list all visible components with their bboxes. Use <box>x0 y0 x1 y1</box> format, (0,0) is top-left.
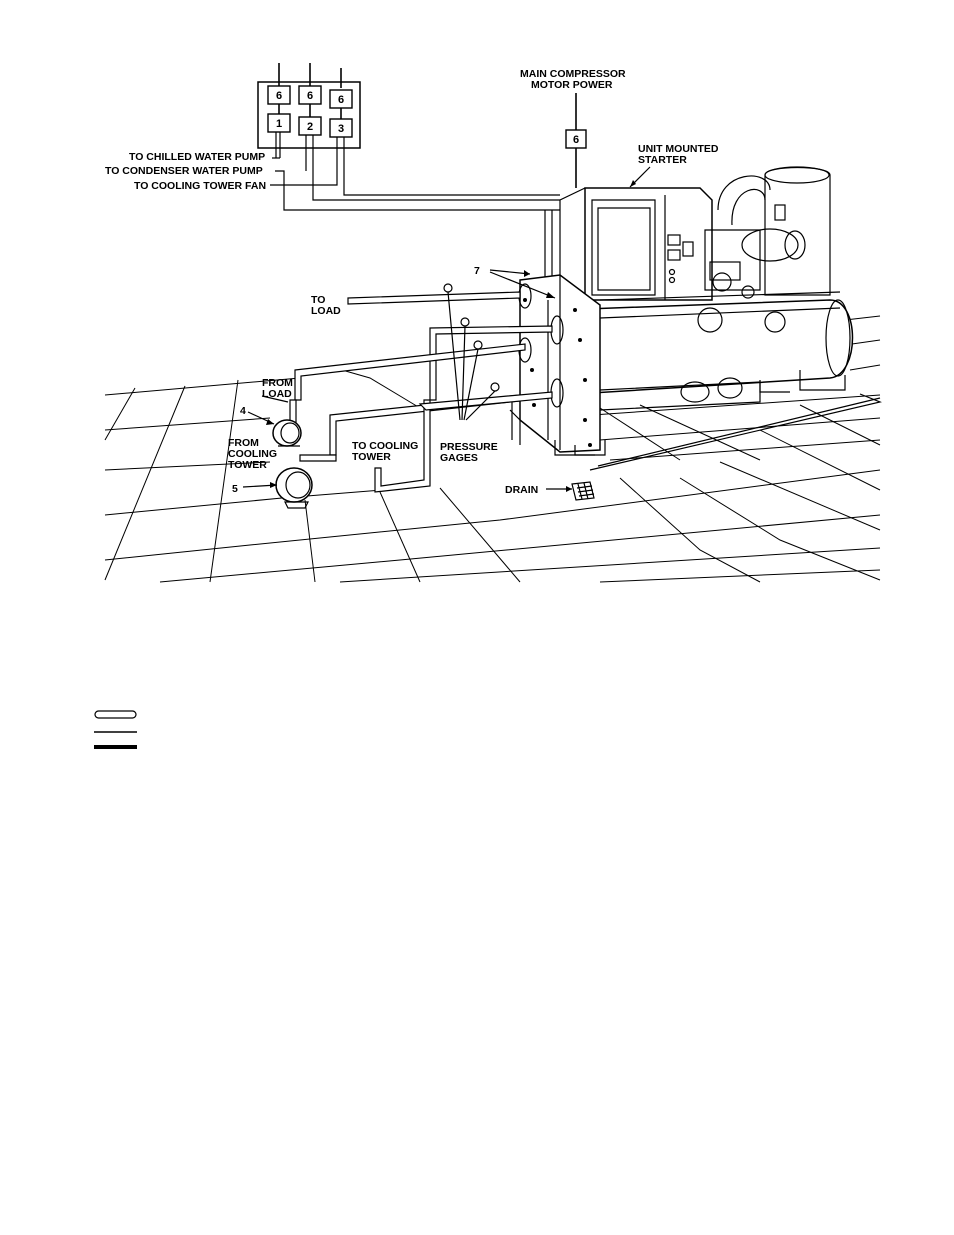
label-from-tower-line2: COOLING <box>228 448 277 460</box>
label-from-load-line1: FROM <box>262 377 293 389</box>
label-chilled-water-pump: TO CHILLED WATER PUMP <box>129 151 266 163</box>
label-main-power-line1: MAIN COMPRESSOR <box>520 68 626 80</box>
pump-starter-panel <box>258 63 360 148</box>
drain-grate <box>546 482 594 500</box>
label-pressure-gages-line1: PRESSURE <box>440 441 498 453</box>
label-pressure-gages-line2: GAGES <box>440 452 478 464</box>
callout-5: 5 <box>232 483 238 495</box>
starter-box-top-1-label: 6 <box>275 90 283 102</box>
label-from-tower-line1: FROM <box>228 437 259 449</box>
water-piping <box>290 292 552 492</box>
chiller-unit <box>510 167 880 470</box>
label-to-load-line2: LOAD <box>311 305 341 317</box>
legend-symbols <box>94 711 137 747</box>
label-unit-starter-line1: UNIT MOUNTED <box>638 143 719 155</box>
callout-7: 7 <box>474 265 480 277</box>
starter-box-bottom-3-label: 3 <box>337 123 345 135</box>
label-from-tower-line3: TOWER <box>228 459 267 471</box>
label-cooling-tower-fan: TO COOLING TOWER FAN <box>134 180 267 192</box>
starter-box-top-3-label: 6 <box>337 94 345 106</box>
chilled-water-pump <box>273 420 301 446</box>
legend-piping-symbol <box>95 711 136 718</box>
main-power-box-label: 6 <box>572 134 580 146</box>
label-unit-starter-line2: STARTER <box>638 154 687 166</box>
starter-box-bottom-2-label: 2 <box>306 121 314 133</box>
label-main-power-line2: MOTOR POWER <box>531 79 613 91</box>
starter-box-bottom-1-label: 1 <box>275 118 283 130</box>
label-condenser-water-pump: TO CONDENSER WATER PUMP <box>105 165 263 177</box>
label-to-load-line1: TO <box>311 294 326 306</box>
callout-4: 4 <box>240 405 246 417</box>
starter-box-top-2-label: 6 <box>306 90 314 102</box>
label-to-tower-line2: TOWER <box>352 451 391 463</box>
main-power-feed <box>566 93 586 188</box>
label-from-load-line2: LOAD <box>262 388 292 400</box>
control-wiring <box>270 132 560 210</box>
label-to-tower-line1: TO COOLING <box>352 440 419 452</box>
label-drain: DRAIN <box>505 484 539 496</box>
condenser-water-pump <box>276 468 312 508</box>
